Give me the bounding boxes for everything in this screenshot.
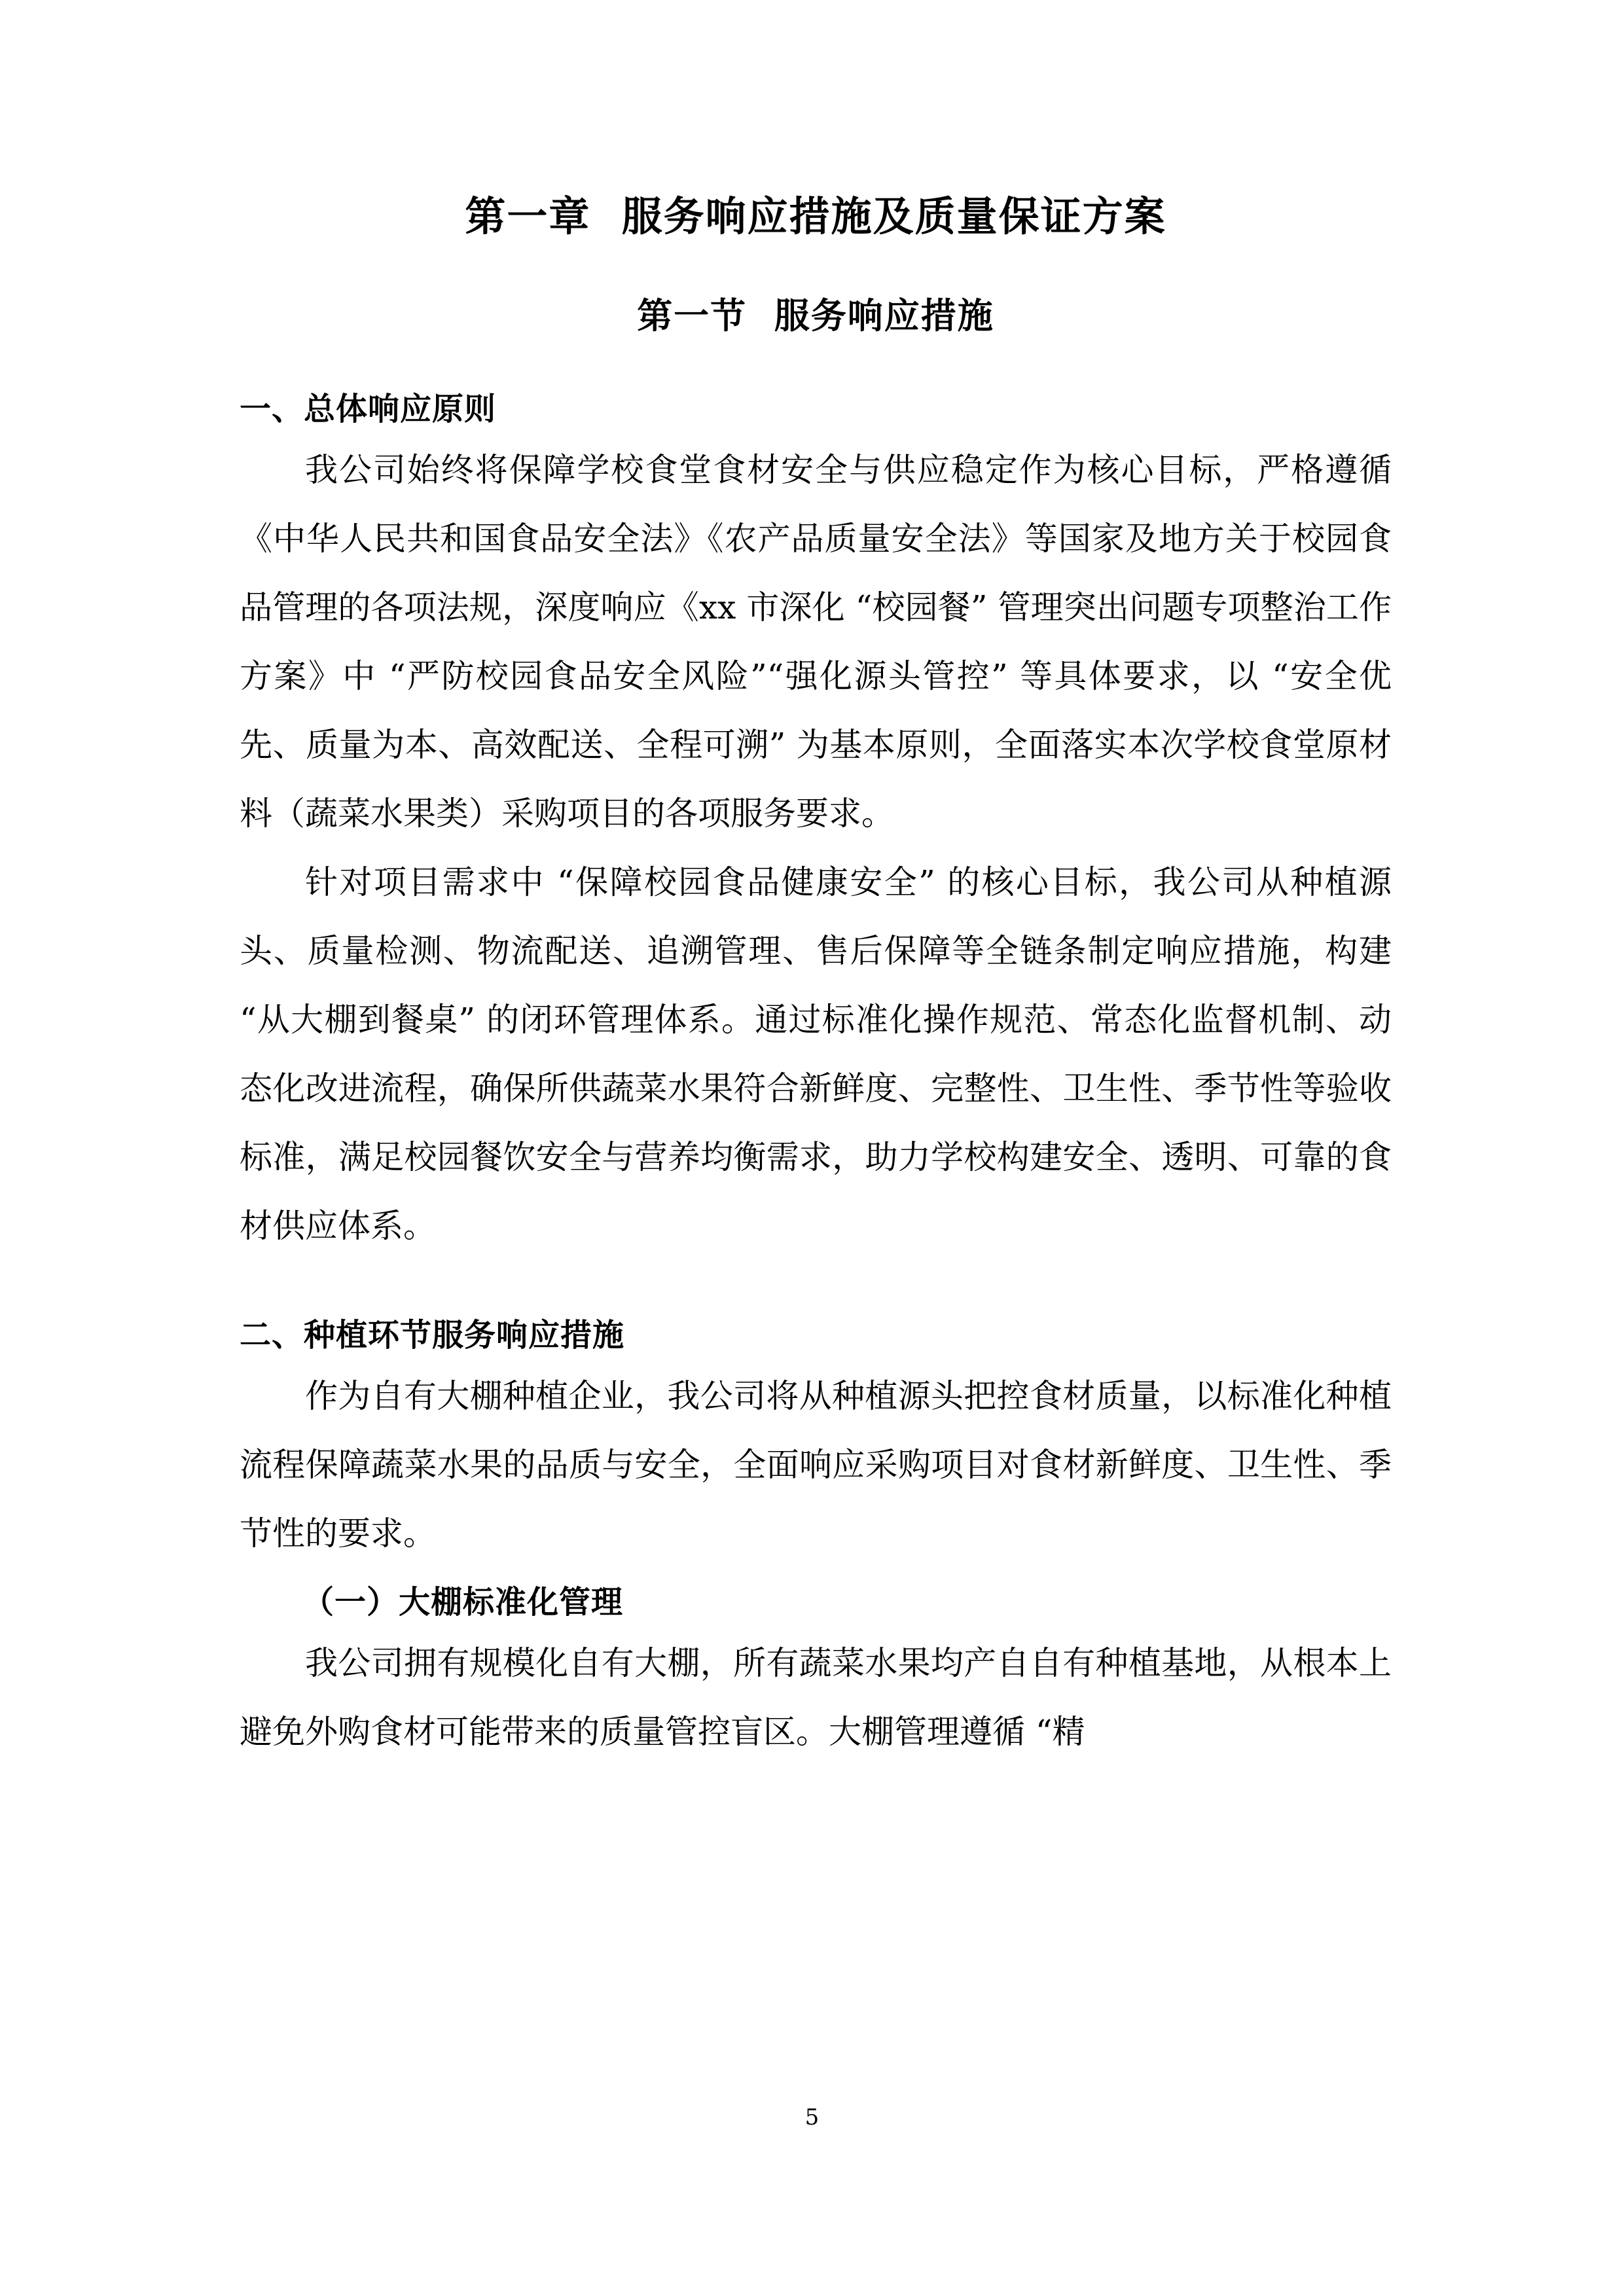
heading-planting-stage-measures: 二、种植环节服务响应措施	[240, 1317, 625, 1354]
paragraph-planting-stage-1: 作为自有大棚种植企业，我公司将从种植源头把控食材质量，以标准化种植流程保障蔬菜水果的品质与安全，全面响应采购项目对食材新鲜度、卫生性、季节性的要求。	[240, 1377, 1392, 1552]
paragraph-overall-principles-2: 针对项目需求中 “保障校园食品健康安全” 的核心目标，我公司从种植源头、质量检测、物流配送、追溯管理、售后保障等全链条制定响应措施，构建 “从大棚到餐桌” 的闭环管理体系。通过标准化操作规范、常态化监督机制、动态化改进流程，确保所供蔬菜水果符合新鲜度、完整性、卫生性、季节性等验收标准，满足校园餐饮安全与营养均衡需求，助力学校构建安全、透明、可靠的食材供应体系。	[240, 863, 1392, 1245]
section-title: 第一节 服务响应措施	[637, 295, 994, 336]
sub-heading-greenhouse-standardized-management: （一）大棚标准化管理	[302, 1584, 624, 1621]
chapter-title: 第一章 服务响应措施及质量保证方案	[465, 192, 1166, 240]
paragraph-greenhouse-management-1: 我公司拥有规模化自有大棚，所有蔬菜水果均产自自有种植基地，从根本上避免外购食材可能带来的质量管控盲区。大棚管理遵循 “精	[240, 1644, 1392, 1751]
page-content	[240, 0, 1392, 1767]
heading-overall-response-principles: 一、总体响应原则	[240, 391, 497, 427]
page-number: 5	[804, 2104, 820, 2130]
paragraph-overall-principles-1: 我公司始终将保障学校食堂食材安全与供应稳定作为核心目标，严格遵循《中华人民共和国食品安全法》《农产品质量安全法》等国家及地方关于校园食品管理的各项法规，深度响应《xx 市深化 “校园餐” 管理突出问题专项整治工作方案》中 “严防校园食品安全风险”“强化源头管控” 等具体要求，以 “安全优先、质量为本、高效配送、全程可溯” 为基本原则，全面落实本次学校食堂原材料（蔬菜水果类）采购项目的各项服务要求。	[240, 451, 1392, 833]
